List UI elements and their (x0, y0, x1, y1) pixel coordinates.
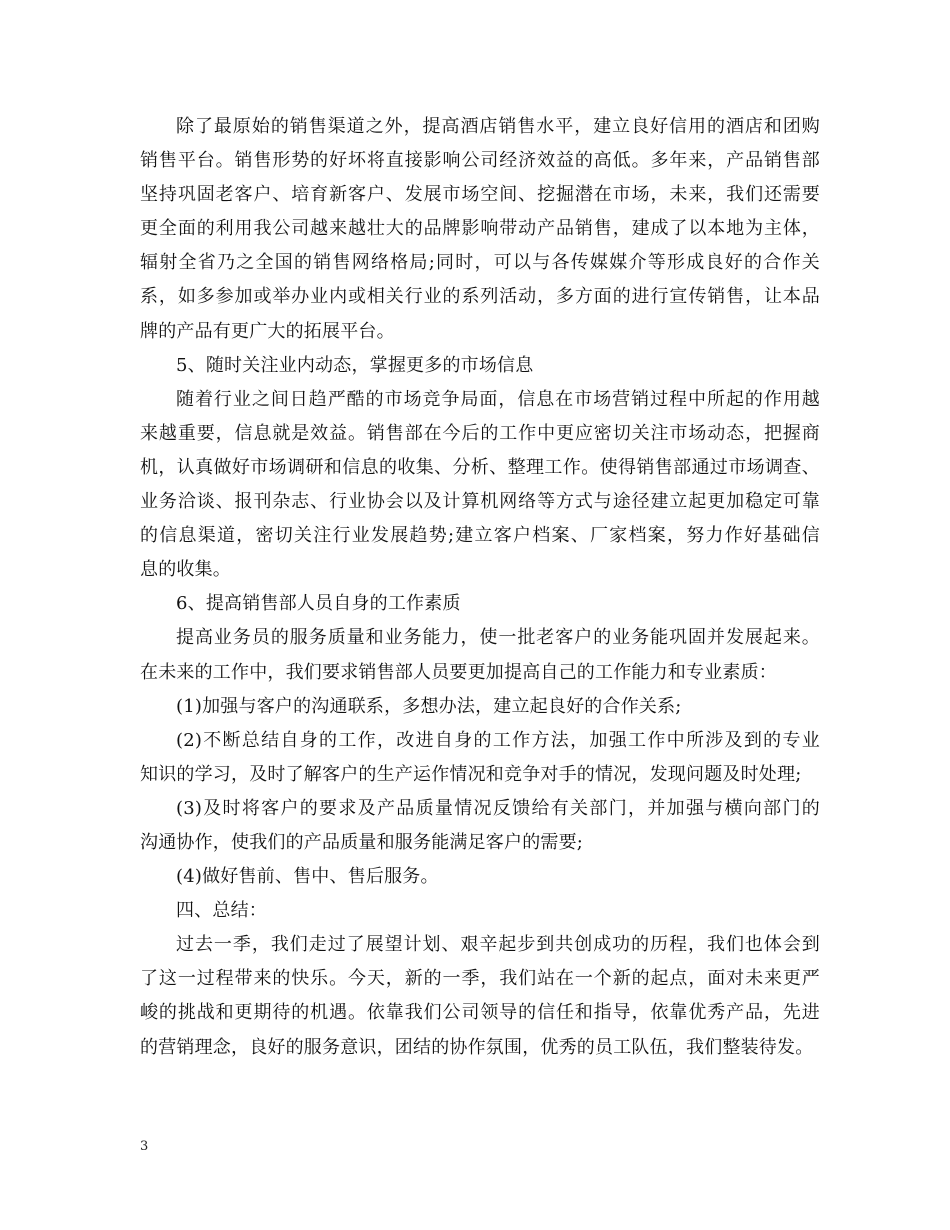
paragraph (140, 621, 820, 689)
document-body (140, 110, 820, 1065)
text-line: 知识的学习，及时了解客户的生产运作情况和竞争对手的情况，发现问题及时处理; (140, 763, 802, 785)
text-line: 机，认真做好市场调研和信息的收集、分析、整理工作。使得销售部通过市场调查、 (140, 456, 820, 478)
section-heading (140, 860, 820, 894)
section-heading (140, 587, 820, 621)
text-line: 辐射全省乃之全国的销售网络格局;同时，可以与各传媒媒介等形成良好的合作关 (140, 252, 820, 274)
text-line: 5、随时关注业内动态，掌握更多的市场信息 (176, 354, 534, 376)
text-line: 业务洽谈、报刊杂志、行业协会以及计算机网络等方式与途径建立起更加稳定可靠 (140, 491, 820, 513)
text-line: 提高业务员的服务质量和业务能力，使一批老客户的业务能巩固并发展起来。 (176, 627, 820, 649)
text-line: 在未来的工作中，我们要求销售部人员要更加提高自己的工作能力和专业素质： (140, 661, 777, 683)
paragraph (140, 792, 820, 860)
text-line: 随着行业之间日趋严酷的市场竞争局面，信息在市场营销过程中所起的作用越 (176, 388, 820, 410)
text-line: 了这一过程带来的快乐。今天，新的一季，我们站在一个新的起点，面对未来更严 (140, 968, 820, 990)
text-line: 坚持巩固老客户、培育新客户、发展市场空间、挖掘潜在市场，未来，我们还需要 (140, 184, 820, 206)
text-line: 牌的产品有更广大的拓展平台。 (140, 320, 395, 342)
text-line: 四、总结： (176, 900, 267, 922)
text-line: 息的收集。 (140, 559, 231, 581)
section-heading (140, 894, 820, 928)
text-line: (2)不断总结自身的工作，改进自身的工作方法，加强工作中所涉及到的专业 (176, 729, 820, 751)
text-line: 过去一季，我们走过了展望计划、艰辛起步到共创成功的历程，我们也体会到 (176, 934, 820, 956)
text-line: 除了最原始的销售渠道之外，提高酒店销售水平，建立良好信用的酒店和团购 (176, 116, 820, 137)
text-line: 的营销理念，良好的服务意识，团结的协作氛围，优秀的员工队伍，我们整装待发。 (140, 1036, 814, 1058)
text-line: 的信息渠道，密切关注行业发展趋势;建立客户档案、厂家档案，努力作好基础信 (140, 525, 820, 547)
text-line: 来越重要，信息就是效益。销售部在今后的工作中更应密切关注市场动态，把握商 (140, 422, 820, 444)
text-line: 峻的挑战和更期待的机遇。依靠我们公司领导的信任和指导，依靠优秀产品，先进 (140, 1002, 820, 1024)
paragraph (140, 724, 820, 792)
page-number: 3 (140, 1139, 149, 1154)
text-line: 系，如多参加或举办业内或相关行业的系列活动，多方面的进行宣传销售，让本品 (140, 286, 820, 308)
paragraph (140, 110, 820, 349)
paragraph (140, 383, 820, 588)
paragraph (140, 928, 820, 1064)
text-line: 6、提高销售部人员自身的工作素质 (176, 593, 461, 615)
text-line: (1)加强与客户的沟通联系，多想办法，建立起良好的合作关系; (176, 695, 682, 717)
section-heading (140, 349, 820, 383)
text-line: 更全面的利用我公司越来越壮大的品牌影响带动产品销售，建成了以本地为主体， (140, 218, 820, 240)
text-line: (3)及时将客户的要求及产品质量情况反馈给有关部门，并加强与横向部门的 (176, 797, 820, 819)
text-line: 销售平台。销售形势的好坏将直接影响公司经济效益的高低。多年来，产品销售部 (140, 150, 820, 172)
text-line: (4)做好售前、售中、售后服务。 (176, 866, 439, 888)
section-heading (140, 690, 820, 724)
text-line: 沟通协作，使我们的产品质量和服务能满足客户的需要; (140, 831, 584, 853)
